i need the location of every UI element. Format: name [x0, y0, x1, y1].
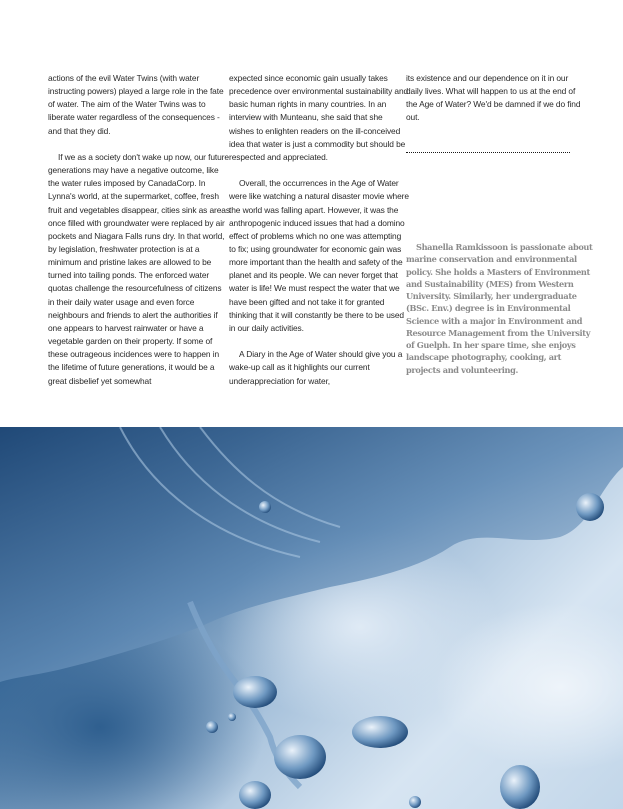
water-droplet: [239, 781, 271, 809]
paragraph: If we as a society don't wake up now, our future generations may have a negative outcome, like the water rules imposed by CanadaCorp. In Lynna's world, at the supermarket, coffee, fresh fruit and vegetables disappear, cities sink as areas once filled with groundwater were replaced by air pockets and Niagara Falls runs dry. In that world, by legislation, freshwater protection is at a minimum and pristine lakes are allowed to be turned into tailing ponds. The enforced water quotas challenge the resourcefulness of citizens in their daily water usage and even force neighbours and friends to alert the authorities if one appears to harvest rainwater or have a vegetable garden on their property. If some of these outrageous incidences were to happen in the lifetime of future generations, it would be a great disbelief yet somewhat: [48, 151, 230, 386]
dotted-divider: [406, 152, 570, 153]
water-splash-photo: [0, 427, 623, 809]
water-droplet: [233, 676, 277, 708]
water-droplet: [206, 721, 218, 733]
water-splash-illustration: [0, 427, 623, 809]
author-bio: [406, 241, 596, 376]
water-droplet: [500, 765, 540, 809]
author-bio-text: Shanella Ramkissoon is passionate about marine conservation and environmental policy. She holds a Masters of Environment and Sustainability (MES) from Western University. Similarly, her undergraduate (BSc. Env.) degree is in Environmental Science with a major in Environment and Resource Management from the University of Guelph. In her spare time, she enjoys landscape photography, cooking, art projects and volunteering.: [406, 242, 593, 375]
paragraph: A Diary in the Age of Water should give you a wake-up call as it highlights our current underappreciation for water,: [229, 349, 403, 386]
water-droplet: [352, 716, 408, 748]
water-droplet: [228, 713, 236, 721]
water-droplet: [409, 796, 421, 808]
article-column-2: [229, 72, 409, 401]
paragraph: expected since economic gain usually takes precedence over environmental sustainability and basic human rights in many countries. In an interview with Munteanu, she said that she wishes to enlighten readers on the ill-conceived idea that water is just a commodity but should be respected and appreciated.: [229, 73, 409, 162]
water-droplet: [259, 501, 271, 513]
paragraph: actions of the evil Water Twins (with water instructing powers) played a large role in the fate of water. The aim of the Water Twins was to liberate water regardless of the consequences - and that they did.: [48, 73, 224, 136]
paragraph: Overall, the occurrences in the Age of Water were like watching a natural disaster movie where the world was falling apart. However, it was the anthropogenic induced issues that had a domino effect of problems which no one was attempting to fix; using groundwater for economic gain was more important than the health and safety of the planet and its people. We can never forget that water is life! We must respect the water that we have been gifted and not take it for granted thinking that it will constantly be there to be used in our daily activities.: [229, 178, 409, 333]
article-column-3: [406, 72, 581, 153]
water-droplet: [274, 735, 326, 779]
paragraph: its existence and our dependence on it in our daily lives. What will happen to us at the end of the Age of Water? We'd be damned if we do find out.: [406, 73, 581, 123]
article-column-1: [48, 72, 230, 401]
wave-crest: [0, 427, 623, 682]
water-droplet: [576, 493, 604, 521]
